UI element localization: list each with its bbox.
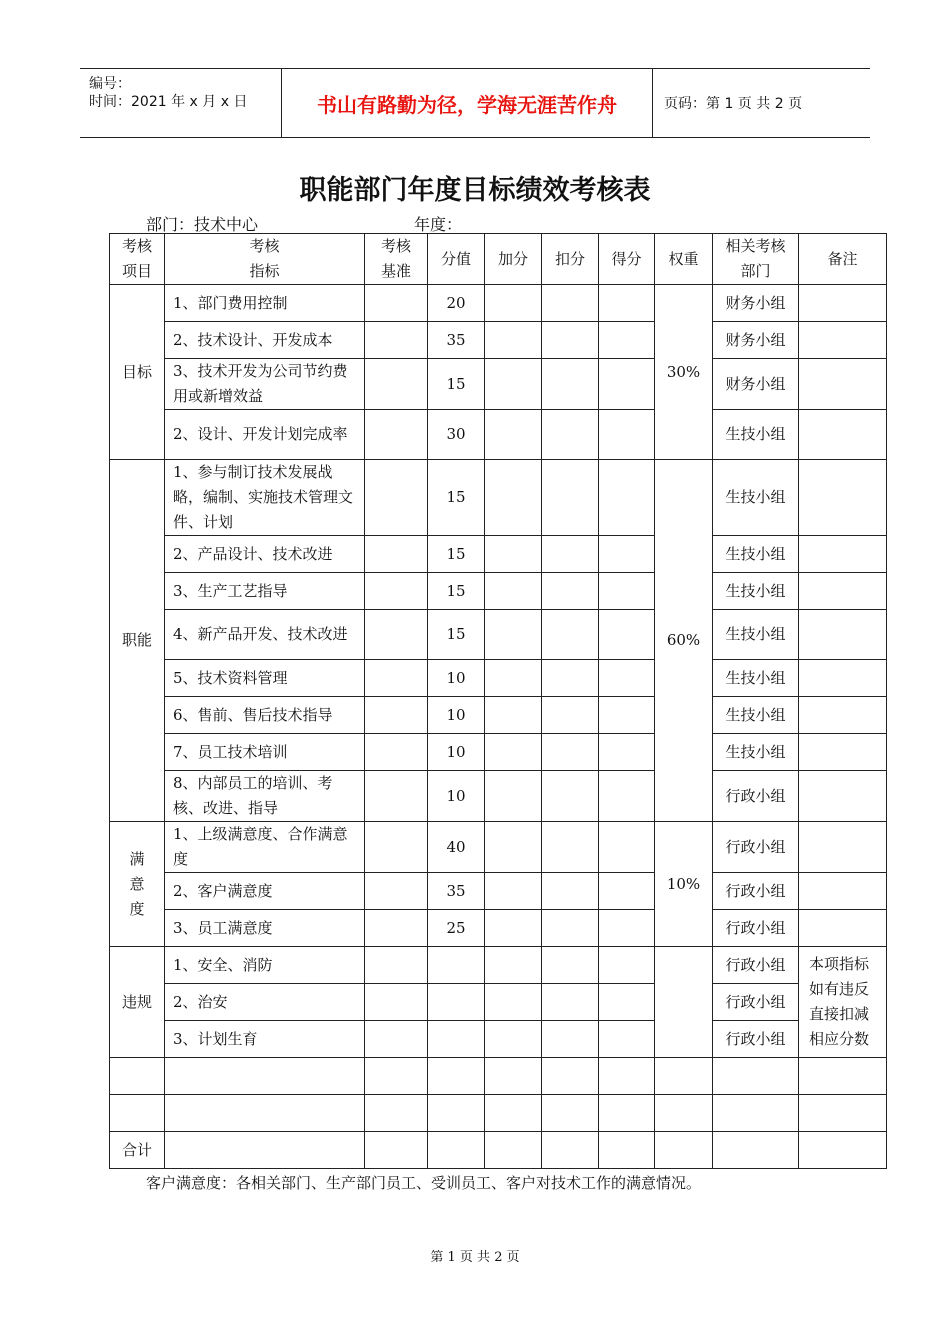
minus-cell <box>542 822 599 873</box>
table-row <box>110 610 887 660</box>
weight-cell: 10% <box>655 822 713 947</box>
remark-cell <box>799 734 887 771</box>
header-dept-line1: 相关考核 <box>725 237 786 255</box>
table-row <box>110 660 887 697</box>
empty-cell <box>165 1058 365 1095</box>
number-label: 编号： <box>89 76 131 92</box>
got-cell <box>599 460 655 536</box>
total-row <box>110 1132 887 1169</box>
indicator-cell: 1、上级满意度、合作满意度 <box>165 822 365 873</box>
indicator-cell: 7、员工技术培训 <box>165 734 365 771</box>
plus-cell <box>485 536 542 573</box>
minus-cell <box>542 573 599 610</box>
remark-cell <box>799 873 887 910</box>
dept-cell: 生技小组 <box>713 410 799 460</box>
header-remark: 备注 <box>799 234 887 285</box>
plus-cell <box>485 410 542 460</box>
empty-cell <box>713 1095 799 1132</box>
header-item <box>110 234 165 285</box>
standard-cell <box>365 910 428 947</box>
header-plus: 加分 <box>485 234 542 285</box>
got-cell <box>599 822 655 873</box>
standard-cell <box>365 697 428 734</box>
dept-cell: 财务小组 <box>713 359 799 410</box>
got-cell <box>599 410 655 460</box>
empty-cell <box>799 1132 887 1169</box>
score-cell: 10 <box>428 697 485 734</box>
minus-cell <box>542 873 599 910</box>
dept-cell: 生技小组 <box>713 660 799 697</box>
dept-cell: 行政小组 <box>713 822 799 873</box>
score-cell: 10 <box>428 734 485 771</box>
indicator-cell: 2、设计、开发计划完成率 <box>165 410 365 460</box>
got-cell <box>599 984 655 1021</box>
table-row <box>110 697 887 734</box>
got-cell <box>599 285 655 322</box>
plus-cell <box>485 285 542 322</box>
remark-cell <box>799 697 887 734</box>
empty-cell <box>365 1058 428 1095</box>
standard-cell <box>365 771 428 822</box>
minus-cell <box>542 322 599 359</box>
minus-cell <box>542 610 599 660</box>
header-standard-line2: 基准 <box>380 262 411 280</box>
minus-cell <box>542 359 599 410</box>
empty-cell <box>485 1095 542 1132</box>
dept-cell: 行政小组 <box>713 947 799 984</box>
group-name-cell <box>110 822 165 947</box>
table-row <box>110 460 887 536</box>
dept-cell: 财务小组 <box>713 285 799 322</box>
table-row <box>110 410 887 460</box>
table-row <box>110 771 887 822</box>
header-motto: 书山有路勤为径，学海无涯苦作舟 <box>282 69 653 137</box>
plus-cell <box>485 660 542 697</box>
indicator-cell: 2、客户满意度 <box>165 873 365 910</box>
table-row <box>110 322 887 359</box>
standard-cell <box>365 359 428 410</box>
standard-cell <box>365 610 428 660</box>
got-cell <box>599 734 655 771</box>
empty-cell <box>599 1132 655 1169</box>
remark-cell <box>799 322 887 359</box>
empty-cell <box>485 1058 542 1095</box>
standard-cell <box>365 573 428 610</box>
got-cell <box>599 322 655 359</box>
document-title: 职能部门年度目标绩效考核表 <box>299 175 651 206</box>
standard-cell <box>365 873 428 910</box>
indicator-cell: 3、计划生育 <box>165 1021 365 1058</box>
remark-cell <box>799 359 887 410</box>
table-row <box>110 359 887 410</box>
minus-cell <box>542 910 599 947</box>
plus-cell <box>485 771 542 822</box>
minus-cell <box>542 734 599 771</box>
weight-cell: 30% <box>655 285 713 460</box>
got-cell <box>599 947 655 984</box>
empty-cell <box>599 1095 655 1132</box>
minus-cell <box>542 984 599 1021</box>
score-cell: 35 <box>428 322 485 359</box>
table-row <box>110 984 887 1021</box>
group-name-char: 满 <box>129 849 145 868</box>
empty-cell <box>542 1132 599 1169</box>
remark-cell: 本项指标如有违反直接扣减相应分数 <box>799 947 887 1058</box>
dept-cell: 生技小组 <box>713 610 799 660</box>
plus-cell <box>485 573 542 610</box>
remark-cell <box>799 660 887 697</box>
table-row <box>110 947 887 984</box>
minus-cell <box>542 536 599 573</box>
empty-cell <box>365 1095 428 1132</box>
got-cell <box>599 873 655 910</box>
minus-cell <box>542 460 599 536</box>
got-cell <box>599 536 655 573</box>
assessment-table <box>109 233 887 1169</box>
score-cell: 10 <box>428 771 485 822</box>
minus-cell <box>542 771 599 822</box>
standard-cell <box>365 822 428 873</box>
empty-cell <box>799 1058 887 1095</box>
table-row <box>110 873 887 910</box>
score-cell: 25 <box>428 910 485 947</box>
indicator-cell: 3、生产工艺指导 <box>165 573 365 610</box>
total-label: 合计 <box>110 1132 165 1169</box>
plus-cell <box>485 734 542 771</box>
empty-cell <box>713 1132 799 1169</box>
header-indicator <box>165 234 365 285</box>
document-header <box>80 68 870 138</box>
score-cell <box>428 1021 485 1058</box>
dept-cell: 行政小组 <box>713 771 799 822</box>
table-header-row <box>110 234 887 285</box>
plus-cell <box>485 610 542 660</box>
plus-cell <box>485 873 542 910</box>
empty-row <box>110 1058 887 1095</box>
score-cell: 15 <box>428 573 485 610</box>
dept-cell: 行政小组 <box>713 984 799 1021</box>
table-row <box>110 573 887 610</box>
empty-cell <box>655 1058 713 1095</box>
group-name-char: 度 <box>129 899 145 918</box>
indicator-cell: 1、参与制订技术发展战略，编制、实施技术管理文件、计划 <box>165 460 365 536</box>
standard-cell <box>365 734 428 771</box>
dept-cell: 生技小组 <box>713 697 799 734</box>
standard-cell <box>365 1021 428 1058</box>
empty-cell <box>655 1132 713 1169</box>
got-cell <box>599 771 655 822</box>
year-label: 年度： <box>414 215 463 234</box>
empty-cell <box>599 1058 655 1095</box>
remark-cell <box>799 771 887 822</box>
header-page-code: 页码：第 1 页 共 2 页 <box>664 96 803 112</box>
minus-cell <box>542 947 599 984</box>
header-indicator-line2: 指标 <box>249 262 280 280</box>
page-footer: 第 1 页 共 2 页 <box>430 1250 520 1265</box>
empty-cell <box>799 1095 887 1132</box>
header-dept-line2: 部门 <box>740 262 771 280</box>
minus-cell <box>542 697 599 734</box>
plus-cell <box>485 359 542 410</box>
plus-cell <box>485 947 542 984</box>
empty-cell <box>110 1095 165 1132</box>
header-weight: 权重 <box>655 234 713 285</box>
empty-cell <box>110 1058 165 1095</box>
got-cell <box>599 910 655 947</box>
footnote: 客户满意度：各相关部门、生产部门员工、受训员工、客户对技术工作的满意情况。 <box>146 1174 702 1192</box>
minus-cell <box>542 410 599 460</box>
plus-cell <box>485 822 542 873</box>
score-cell: 40 <box>428 822 485 873</box>
dept-cell: 生技小组 <box>713 734 799 771</box>
standard-cell <box>365 947 428 984</box>
dept-cell: 生技小组 <box>713 573 799 610</box>
got-cell <box>599 359 655 410</box>
remark-cell <box>799 285 887 322</box>
date-label: 时间：2021 年 x 月 x 日 <box>89 94 248 110</box>
header-got: 得分 <box>599 234 655 285</box>
empty-cell <box>542 1095 599 1132</box>
header-item-line1: 考核 <box>121 237 152 255</box>
empty-cell <box>365 1132 428 1169</box>
group-name-char: 意 <box>129 874 145 893</box>
got-cell <box>599 573 655 610</box>
indicator-cell: 2、产品设计、技术改进 <box>165 536 365 573</box>
table-row <box>110 734 887 771</box>
indicator-cell: 6、售前、售后技术指导 <box>165 697 365 734</box>
got-cell <box>599 1021 655 1058</box>
indicator-cell: 3、员工满意度 <box>165 910 365 947</box>
remark-cell <box>799 910 887 947</box>
group-name-cell: 违规 <box>110 947 165 1058</box>
plus-cell <box>485 697 542 734</box>
empty-row <box>110 1095 887 1132</box>
indicator-cell: 5、技术资料管理 <box>165 660 365 697</box>
empty-cell <box>655 1095 713 1132</box>
table-row <box>110 822 887 873</box>
indicator-cell: 4、新产品开发、技术改进 <box>165 610 365 660</box>
remark-cell <box>799 573 887 610</box>
dept-cell: 生技小组 <box>713 536 799 573</box>
indicator-cell: 3、技术开发为公司节约费用或新增效益 <box>165 359 365 410</box>
dept-cell: 行政小组 <box>713 873 799 910</box>
remark-cell <box>799 536 887 573</box>
empty-cell <box>542 1058 599 1095</box>
remark-cell <box>799 460 887 536</box>
score-cell: 20 <box>428 285 485 322</box>
score-cell <box>428 984 485 1021</box>
empty-cell <box>165 1095 365 1132</box>
table-row <box>110 536 887 573</box>
minus-cell <box>542 285 599 322</box>
standard-cell <box>365 410 428 460</box>
got-cell <box>599 660 655 697</box>
score-cell: 15 <box>428 536 485 573</box>
header-minus: 扣分 <box>542 234 599 285</box>
plus-cell <box>485 460 542 536</box>
indicator-cell: 1、安全、消防 <box>165 947 365 984</box>
empty-cell <box>428 1095 485 1132</box>
department-label: 部门：技术中心 <box>146 215 259 234</box>
got-cell <box>599 610 655 660</box>
standard-cell <box>365 285 428 322</box>
remark-cell <box>799 410 887 460</box>
standard-cell <box>365 536 428 573</box>
table-row <box>110 910 887 947</box>
standard-cell <box>365 984 428 1021</box>
empty-cell <box>485 1132 542 1169</box>
score-cell: 35 <box>428 873 485 910</box>
header-indicator-line1: 考核 <box>249 237 280 255</box>
header-meta <box>80 69 282 137</box>
dept-cell: 生技小组 <box>713 460 799 536</box>
indicator-cell: 2、治安 <box>165 984 365 1021</box>
indicator-cell: 8、内部员工的培训、考核、改进、指导 <box>165 771 365 822</box>
plus-cell <box>485 322 542 359</box>
remark-cell <box>799 610 887 660</box>
indicator-cell: 2、技术设计、开发成本 <box>165 322 365 359</box>
minus-cell <box>542 1021 599 1058</box>
table-row <box>110 1021 887 1058</box>
indicator-cell: 1、部门费用控制 <box>165 285 365 322</box>
plus-cell <box>485 910 542 947</box>
empty-cell <box>165 1132 365 1169</box>
score-cell: 30 <box>428 410 485 460</box>
score-cell <box>428 947 485 984</box>
score-cell: 15 <box>428 610 485 660</box>
table-row <box>110 285 887 322</box>
got-cell <box>599 697 655 734</box>
standard-cell <box>365 660 428 697</box>
header-standard <box>365 234 428 285</box>
standard-cell <box>365 322 428 359</box>
group-name-cell: 目标 <box>110 285 165 460</box>
header-score: 分值 <box>428 234 485 285</box>
dept-cell: 行政小组 <box>713 910 799 947</box>
header-dept <box>713 234 799 285</box>
score-cell: 15 <box>428 359 485 410</box>
remark-cell <box>799 822 887 873</box>
standard-cell <box>365 460 428 536</box>
dept-cell: 财务小组 <box>713 322 799 359</box>
empty-cell <box>713 1058 799 1095</box>
dept-cell: 行政小组 <box>713 1021 799 1058</box>
score-cell: 15 <box>428 460 485 536</box>
weight-cell <box>655 947 713 1058</box>
empty-cell <box>428 1058 485 1095</box>
plus-cell <box>485 984 542 1021</box>
score-cell: 10 <box>428 660 485 697</box>
minus-cell <box>542 660 599 697</box>
header-standard-line1: 考核 <box>380 237 411 255</box>
empty-cell <box>428 1132 485 1169</box>
group-name-cell: 职能 <box>110 460 165 822</box>
header-item-line2: 项目 <box>121 262 152 280</box>
plus-cell <box>485 1021 542 1058</box>
weight-cell: 60% <box>655 460 713 822</box>
